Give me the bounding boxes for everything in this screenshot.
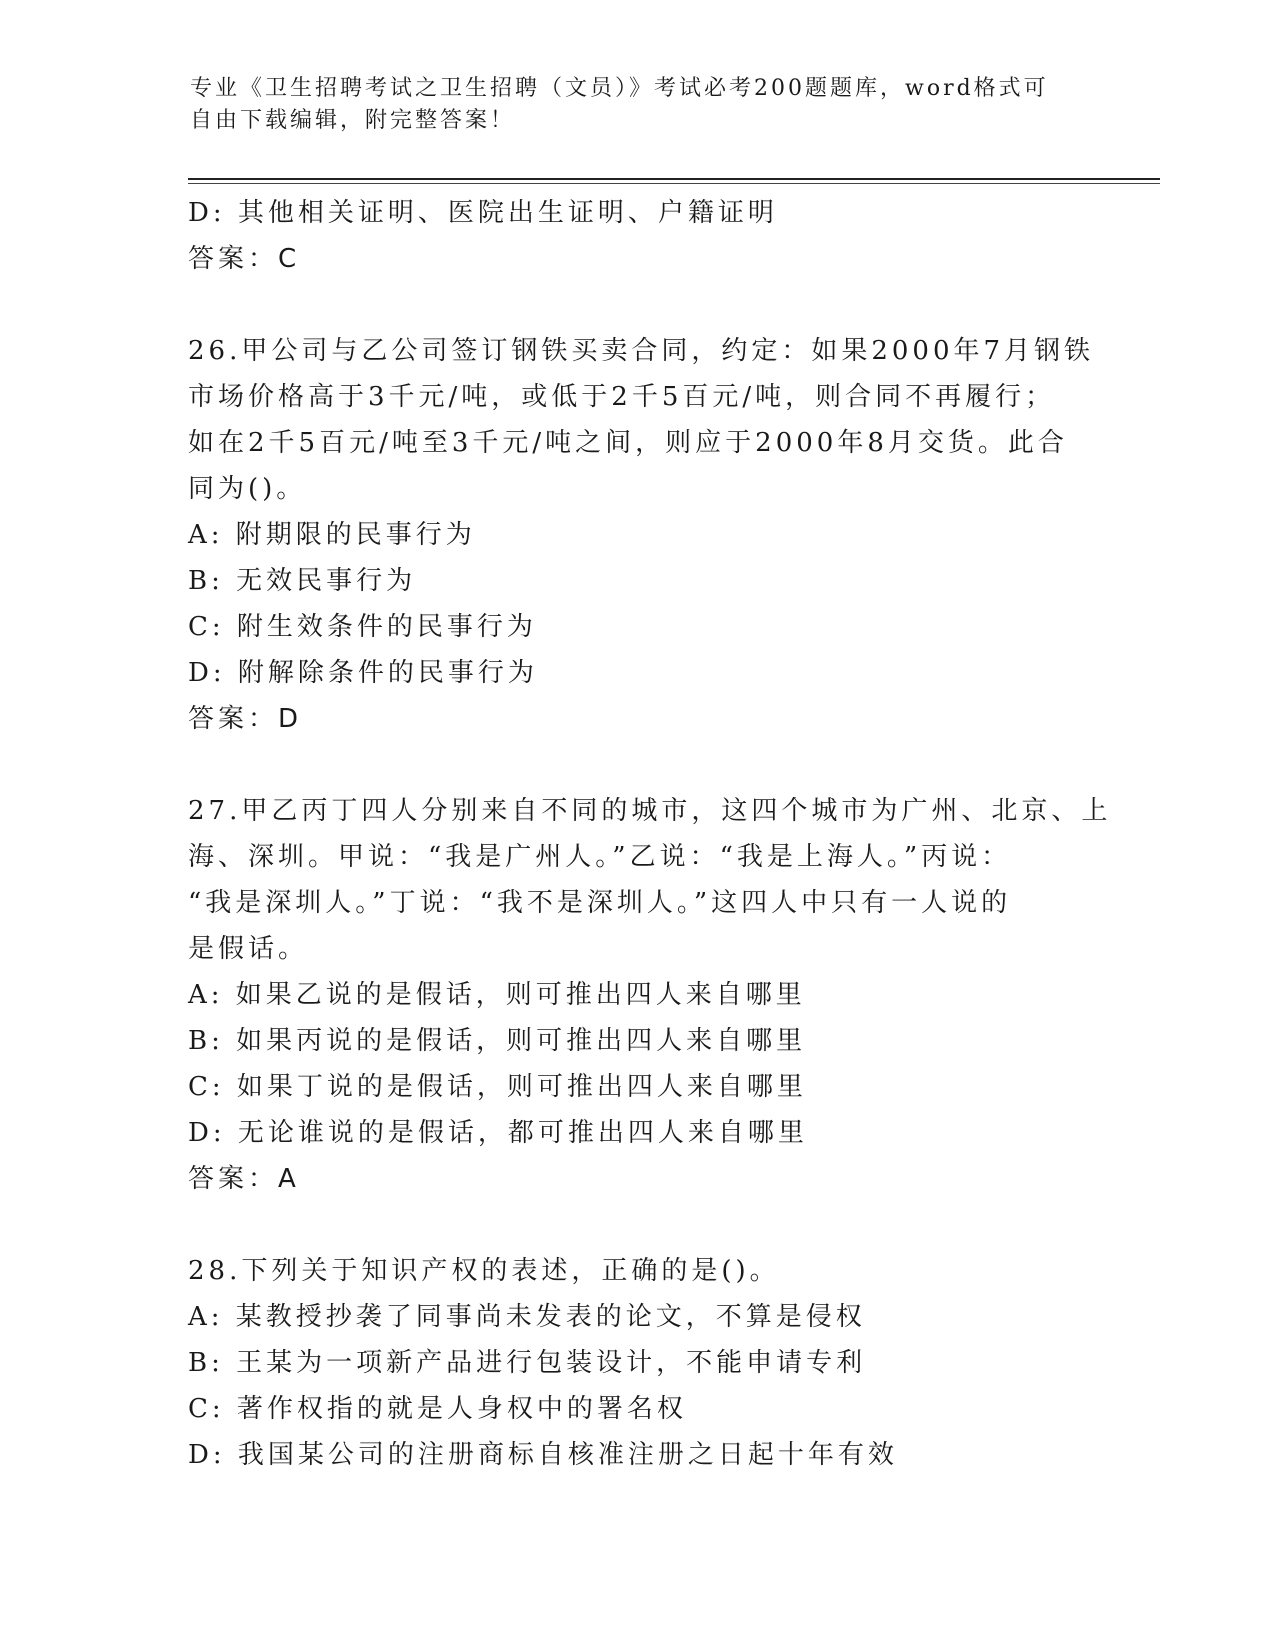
question-stem-line: 28.下列关于知识产权的表述，正确的是()。 (188, 1256, 780, 1286)
option-c: C: 如果丁说的是假话，则可推出四人来自哪里 (188, 1072, 807, 1102)
question-26 (188, 328, 1095, 742)
question-stem-line: 26.甲公司与乙公司签订钢铁买卖合同，约定：如果2000年7月钢铁 (188, 336, 1095, 366)
question-stem-line: 市场价格高于3千元/吨，或低于2千5百元/吨，则合同不再履行； (188, 382, 1056, 412)
question-27 (188, 788, 1112, 1202)
spacer (188, 1202, 1088, 1248)
header-divider-thin (188, 183, 1160, 184)
question-28 (188, 1248, 1088, 1478)
question-stem-line: 如在2千5百元/吨至3千元/吨之间，则应于2000年8月交货。此合 (188, 428, 1068, 458)
header-divider-thick (188, 178, 1160, 180)
question-stem-line: “我是深圳人。”丁说：“我不是深圳人。”这四人中只有一人说的 (188, 888, 1012, 918)
question-stem-line: 是假话。 (188, 934, 309, 964)
answer-line: 答案：D (188, 704, 303, 734)
answer-line: 答案：C (188, 244, 301, 274)
option-c: C: 附生效条件的民事行为 (188, 612, 537, 642)
option-d: D: 无论谁说的是假话，都可推出四人来自哪里 (188, 1118, 808, 1148)
option-b: B: 王某为一项新产品进行包装设计，不能申请专利 (188, 1348, 867, 1378)
option-b: B: 如果丙说的是假话，则可推出四人来自哪里 (188, 1026, 807, 1056)
spacer (188, 742, 1088, 788)
option-d: D: 附解除条件的民事行为 (188, 658, 538, 688)
option-c: C: 著作权指的就是人身权中的署名权 (188, 1394, 687, 1424)
question-stem-line: 27.甲乙丙丁四人分别来自不同的城市，这四个城市为广州、北京、上 (188, 796, 1112, 826)
document-body (188, 190, 1112, 1478)
document-header: 专业《卫生招聘考试之卫生招聘（文员）》考试必考200题题库，word格式可自由下载编辑，附完整答案！ (190, 76, 1049, 133)
option-a: A: 附期限的民事行为 (188, 520, 476, 550)
option-a: A: 某教授抄袭了同事尚未发表的论文，不算是侵权 (188, 1302, 866, 1332)
answer-line: 答案：A (188, 1164, 300, 1194)
question-stem-line: 海、深圳。甲说：“我是广州人。”乙说：“我是上海人。”丙说： (188, 842, 1012, 872)
option-a: A: 如果乙说的是假话，则可推出四人来自哪里 (188, 980, 806, 1010)
question-stem-line: 同为()。 (188, 474, 307, 504)
option-d: D: 其他相关证明、医院出生证明、户籍证明 (188, 198, 778, 228)
option-b: B: 无效民事行为 (188, 566, 417, 596)
question-25-tail (188, 190, 1088, 282)
spacer (188, 282, 1088, 328)
option-d: D: 我国某公司的注册商标自核准注册之日起十年有效 (188, 1440, 898, 1470)
